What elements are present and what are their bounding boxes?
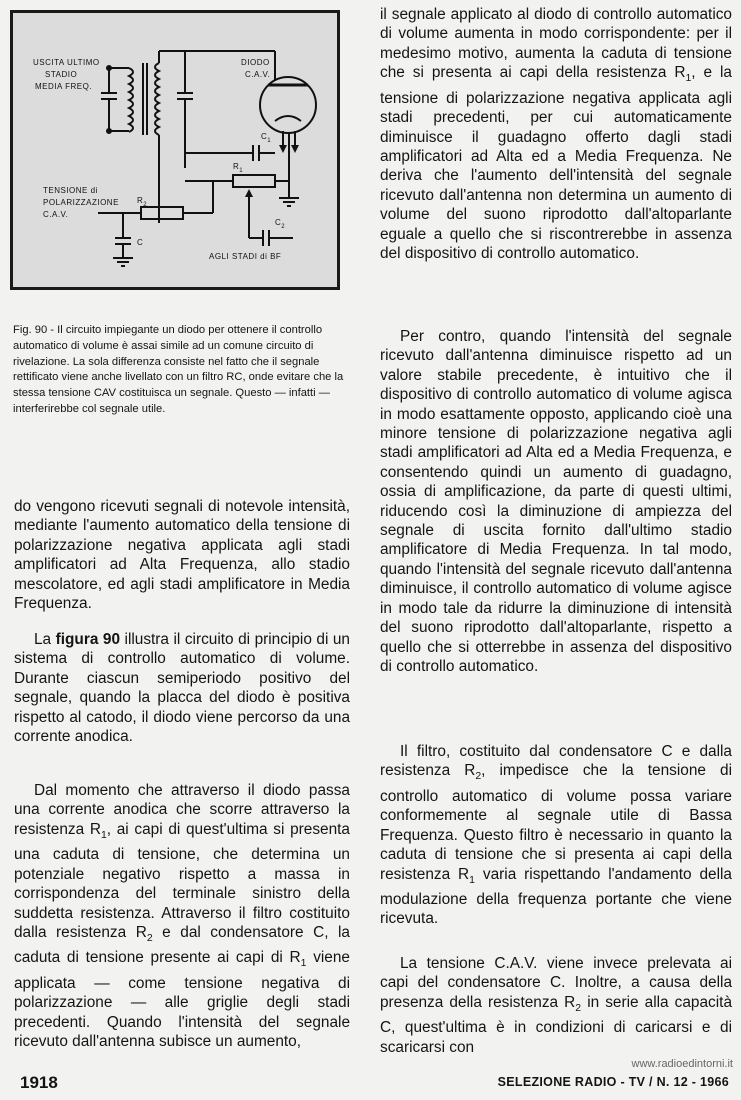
label-c2: $C_2$ — [275, 218, 286, 230]
right-paragraph-1: il segnale applicato al diodo di controllo automatico di volume aumenta in modo corrispondente: per il medesimo motivo, aumenta la caduta di tensione che si presenta ai capi della resistenza $R_1$, e la tensione di polarizzazione negativa applicata agli stadi precedenti, per cui automaticamente diminuisce il guadagno offerto dagli stadi amplificatori ad Alta ed a Media Frequenza. Ne deriva che l'aumento dell'intensità del segnale ricevuto dall'antenna non determina un aumento di volume del suono riprodotto dall'altoparlante eguale a quello che si riscontrerebbe in assenza del dispositivo di controllo automatico. — [380, 6, 732, 262]
circuit-diagram — [13, 13, 337, 287]
label-input-2: STADIO — [45, 70, 78, 79]
right-paragraph-3: Il filtro, costituito dal condensatore C e dalla resistenza $R_2$, impedisce che la tensione di controllo automatico di volume possa variare conformemente al segnale utile di Bassa Frequenza. Questo filtro è necessario in quanto la caduta di tensione che si presenta ai capi della resistenza $R_1$ varia rispettando l'andamento della modulazione della frequenza portante che viene ricevuta. — [380, 743, 732, 928]
right-paragraph-4: La tensione C.A.V. viene invece prelevata ai capi del condensatore C. Inoltre, a causa della presenza della resistenza $R_2$ in serie alla capacità C, quest'ultima è in condizioni di caricarsi e di scaricarsi con — [380, 955, 733, 1056]
left-paragraph-3: Dal momento che attraverso il diodo passa una corrente anodica che scorre attraverso la resistenza $R_1$, ai capi di quest'ultima si presenta una caduta di tensione, che determina un potenziale negativo rispetto a massa in corrispondenza del terminale sinistro della suddetta resistenza. Attraverso il filtro costituito dalla resistenza $R_2$ e dal condensatore C, la caduta di tensione presente ai capi di $R_1$ viene applicata — come tensione negativa di polarizzazione — alle griglie degli stadi precedenti. Quando l'intensità del segnale ricevuto dall'antenna subisce un aumento, — [14, 782, 350, 1051]
left-paragraph-1: do vengono ricevuti segnali di notevole intensità, mediante l'aumento automatico della tensione di polarizzazione negativa applicata agli stadi amplificatori ad Alta Frequenza, allo stadio mescolatore, ed agli stadi amplificatore in Media Frequenza. — [14, 498, 350, 613]
label-bias-3: C.A.V. — [43, 210, 69, 219]
label-c1: $C_1$ — [261, 132, 272, 144]
journal-footer: SELEZIONE RADIO - TV / N. 12 - 1966 — [497, 1075, 729, 1089]
figure-90-schematic — [10, 10, 340, 290]
watermark: www.radioedintorni.it — [631, 1058, 733, 1070]
label-input-1: USCITA ULTIMO — [33, 58, 100, 67]
left-paragraph-2: La figura 90 illustra il circuito di principio di un sistema di controllo automatico di volume. Durante ciascun semiperiodo positivo del segnale, quando la placca del diodo è positiva rispetto al catodo, il diodo viene percorso da una corrente anodica. — [14, 631, 350, 746]
figure-caption: Fig. 90 - Il circuito impiegante un diodo per ottenere il controllo automatico di volume è assai simile ad un comune circuito di rivelazione. La sola differenza consiste nel fatto che il segnale rettificato viene anche livellato con un filtro RC, onde evitare che la stessa tensione CAV costituisca un segnale. Questo — infatti — interferirebbe col segnale utile. — [13, 324, 344, 415]
label-r1: $R_1$ — [233, 162, 244, 174]
label-input-3: MEDIA FREQ. — [35, 82, 93, 91]
figure-reference: figura 90 — [55, 631, 121, 648]
label-diode-1: DIODO — [241, 58, 270, 67]
label-diode-2: C.A.V. — [245, 70, 271, 79]
label-bias-1: TENSIONE di — [43, 186, 98, 195]
label-r2: $R_2$ — [137, 196, 148, 208]
label-c: C — [137, 238, 144, 247]
right-paragraph-2: Per contro, quando l'intensità del segnale ricevuto dall'antenna diminuisce rispetto ad un valore stabile precedente, è intuitivo che il dispositivo di controllo automatico di volume agisca in modo esattamente opposto, applicando cioè una minore tensione di polarizzazione negativa agli stadi amplificatori ad Alta ed a Media Frequenza, e consentendo quindi un aumento di guadagno, ossia di amplificazione, da parte di questi ultimi, riducendo così la diminuzione di ampiezza del segnale di uscita fornito dall'ultimo stadio amplificatore di Media Frequenza. In tal modo, quando l'intensità del segnale ricevuto dall'antenna diminuisce, il controllo automatico di volume agisce in modo tale da ridurre la diminuzione di intensità del suono riprodotto dall'altoparlante, rispetto a quello che si otterrebbe in assenza del dispositivo di controllo automatico. — [380, 328, 732, 675]
page-number: 1918 — [20, 1073, 58, 1092]
label-bias-2: POLARIZZAZIONE — [43, 198, 119, 207]
label-bf: AGLI STADI di BF — [209, 252, 282, 261]
